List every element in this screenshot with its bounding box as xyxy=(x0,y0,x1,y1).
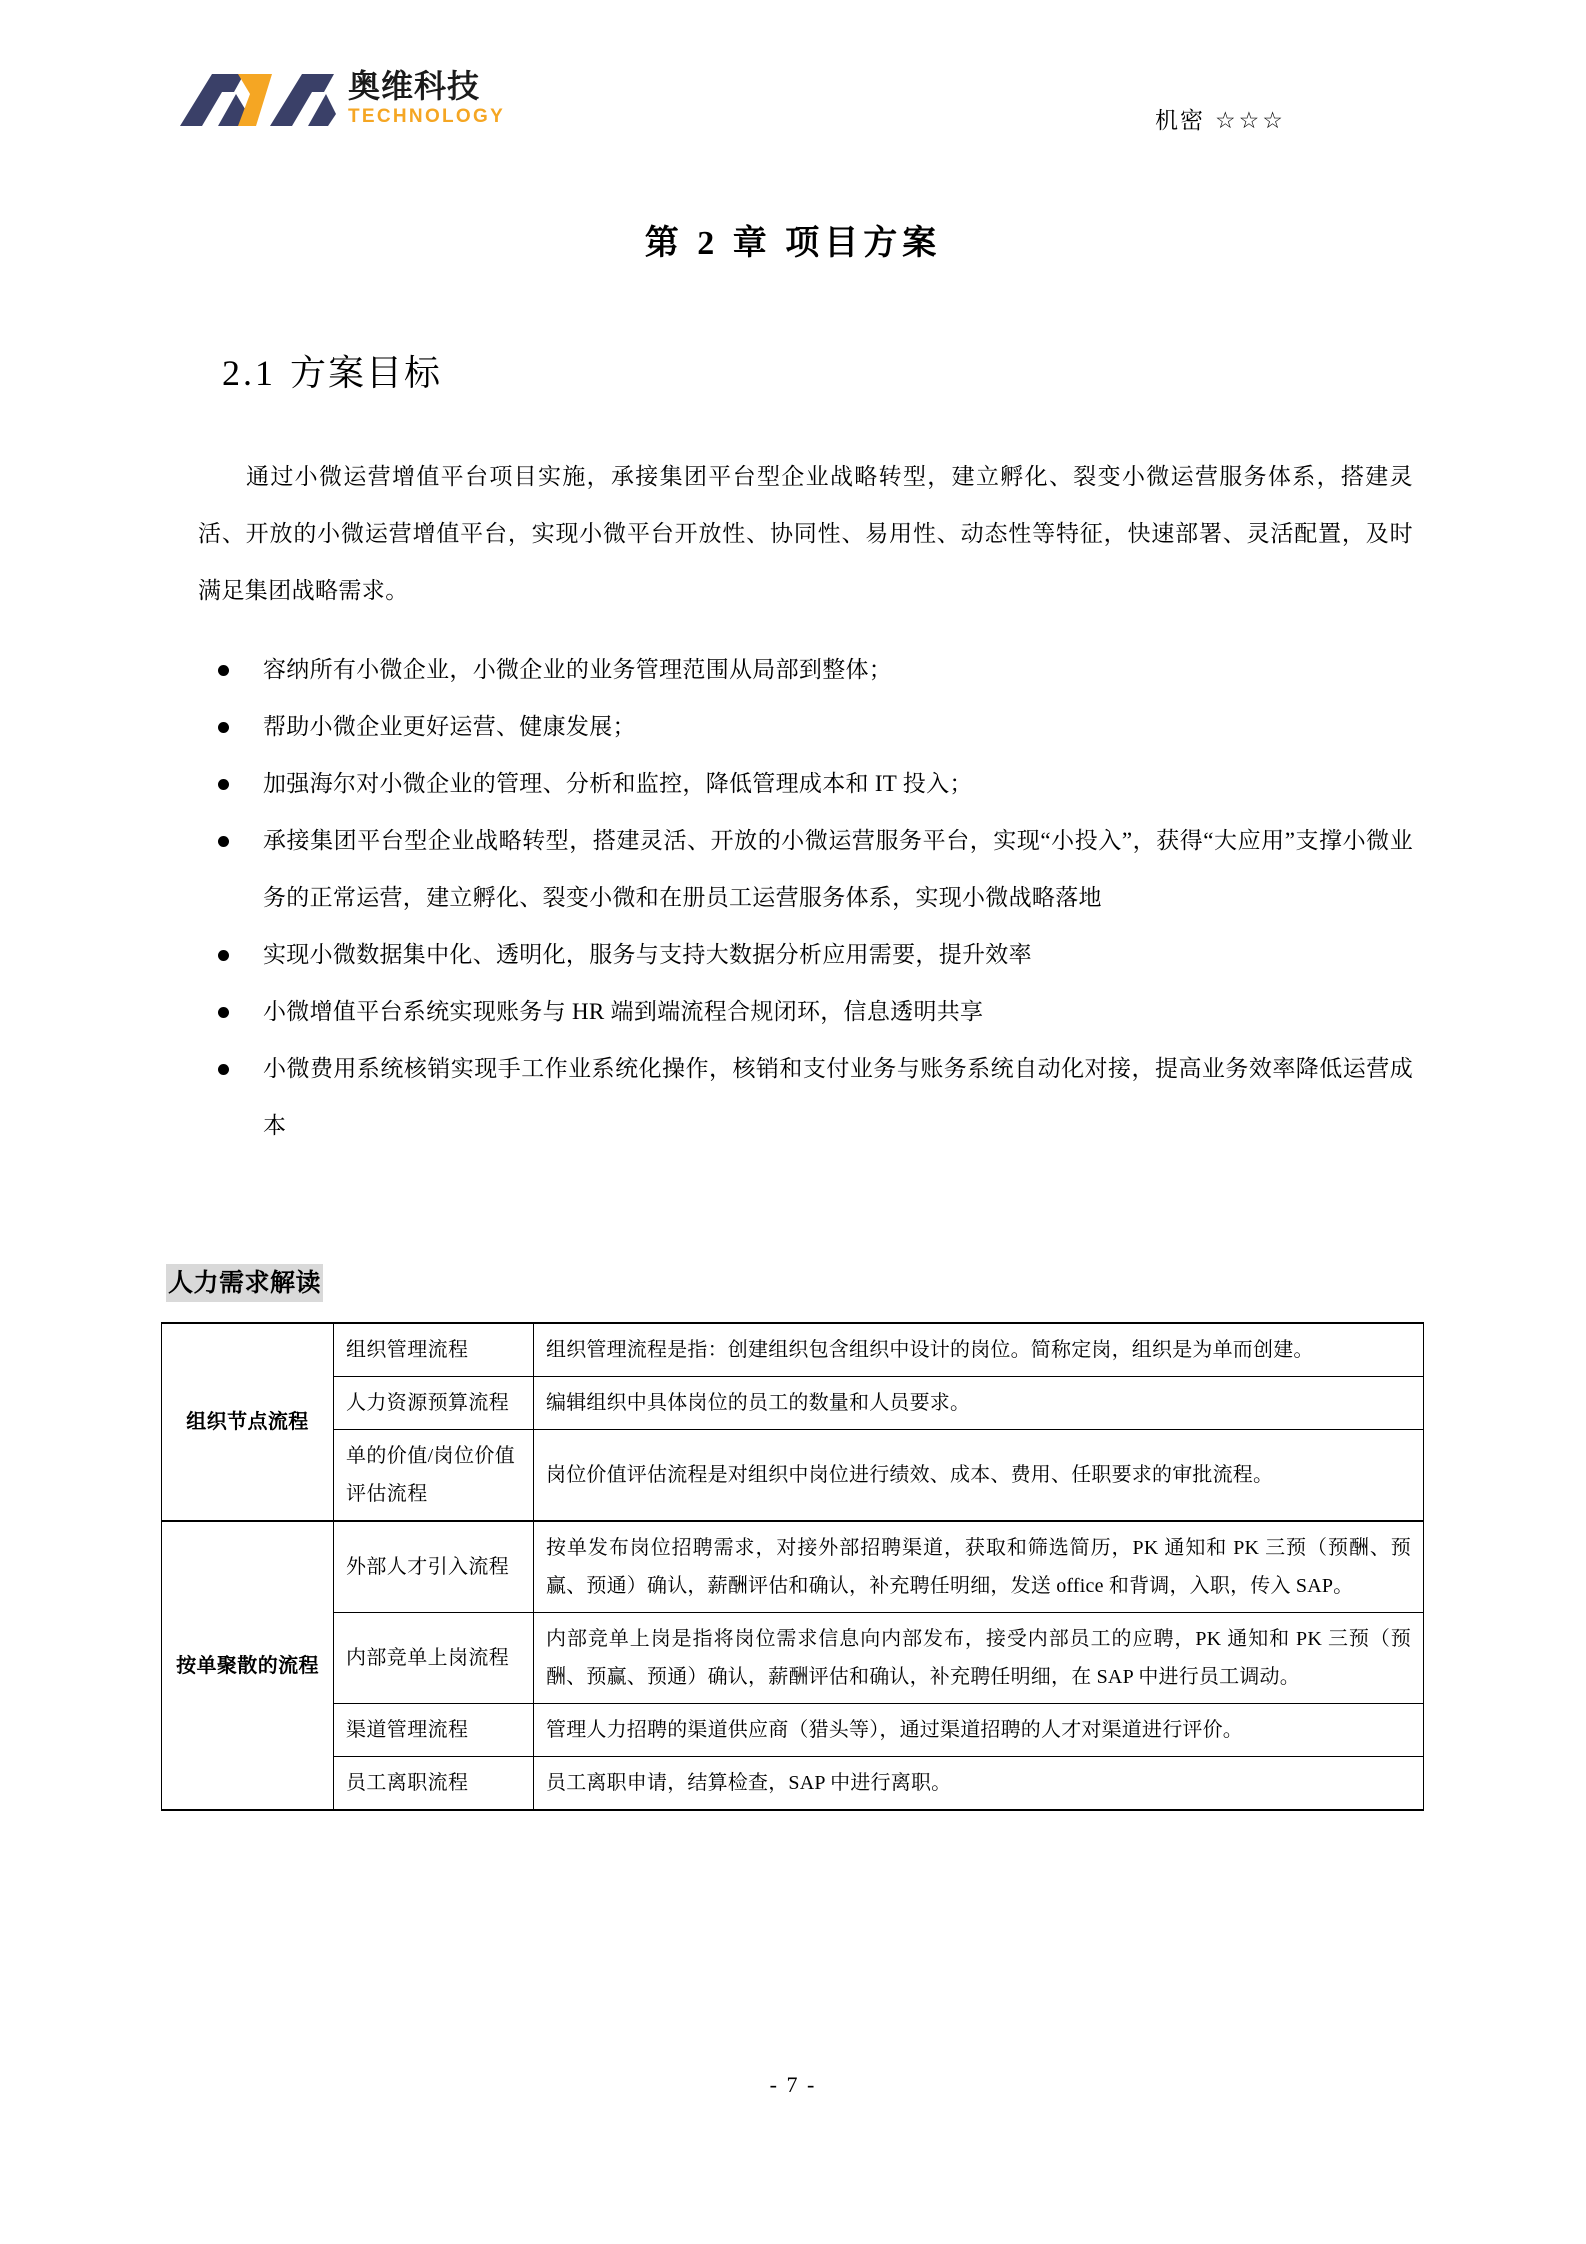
list-item: 帮助小微企业更好运营、健康发展； xyxy=(198,698,1413,755)
list-item: 加强海尔对小微企业的管理、分析和监控，降低管理成本和 IT 投入； xyxy=(198,755,1413,812)
company-logo xyxy=(178,68,505,130)
page-number: - 7 - xyxy=(769,2072,817,2097)
table-row xyxy=(162,1613,1424,1704)
table-row xyxy=(162,1757,1424,1811)
table-cell-process: 外部人才引入流程 xyxy=(334,1521,534,1613)
confidentiality-stars-icon: ☆☆☆ xyxy=(1215,108,1286,133)
list-item: 承接集团平台型企业战略转型，搭建灵活、开放的小微运营服务平台，实现“小投入”，获得“大应用”支撑小微业务的正常运营，建立孵化、裂变小微和在册员工运营服务体系，实现小微战略落地 xyxy=(198,812,1413,926)
table-cell-group: 组织节点流程 xyxy=(162,1323,334,1521)
list-item: 实现小微数据集中化、透明化，服务与支持大数据分析应用需要，提升效率 xyxy=(198,926,1413,983)
hr-process-table xyxy=(161,1322,1424,1811)
page-footer xyxy=(0,2072,1586,2098)
table-cell-description: 管理人力招聘的渠道供应商（猎头等），通过渠道招聘的人才对渠道进行评价。 xyxy=(534,1704,1424,1757)
ava-logo-icon xyxy=(178,68,338,130)
table-cell-process: 员工离职流程 xyxy=(334,1757,534,1811)
table-cell-process: 内部竞单上岗流程 xyxy=(334,1613,534,1704)
table-cell-process: 组织管理流程 xyxy=(334,1323,534,1377)
table-cell-process: 渠道管理流程 xyxy=(334,1704,534,1757)
logo-text-block xyxy=(348,67,506,128)
section-number: 2.1 xyxy=(222,353,276,393)
table-cell-group: 按单聚散的流程 xyxy=(162,1521,334,1810)
table-cell-description: 组织管理流程是指：创建组织包含组织中设计的岗位。简称定岗，组织是为单而创建。 xyxy=(534,1323,1424,1377)
table-cell-description: 按单发布岗位招聘需求，对接外部招聘渠道，获取和筛选简历，PK 通知和 PK 三预（预酬、预赢、预通）确认，薪酬评估和确认，补充聘任明细，发送 office 和背调，入职，传入 SAP。 xyxy=(534,1521,1424,1613)
table-cell-description: 编辑组织中具体岗位的员工的数量和人员要求。 xyxy=(534,1377,1424,1430)
table-cell-description: 员工离职申请，结算检查，SAP 中进行离职。 xyxy=(534,1757,1424,1811)
highlighted-subheading: 人力需求解读 xyxy=(166,1264,323,1302)
logo-chinese-name: 奥维科技 xyxy=(348,67,481,105)
section-body xyxy=(198,448,1413,1154)
highlighted-subheading-wrap xyxy=(166,1264,323,1302)
list-item: 小微费用系统核销实现手工作业系统化操作，核销和支付业务与账务系统自动化对接，提高业务效率降低运营成本 xyxy=(198,1040,1413,1154)
table-row xyxy=(162,1430,1424,1522)
hr-process-table-wrap xyxy=(161,1322,1423,1811)
list-item: 小微增值平台系统实现账务与 HR 端到端流程合规闭环，信息透明共享 xyxy=(198,983,1413,1040)
section-title-text: 方案目标 xyxy=(290,353,443,393)
table-row xyxy=(162,1377,1424,1430)
table-cell-description: 内部竞单上岗是指将岗位需求信息向内部发布，接受内部员工的应聘，PK 通知和 PK 三预（预酬、预赢、预通）确认，薪酬评估和确认，补充聘任明细，在 SAP 中进行员工调动。 xyxy=(534,1613,1424,1704)
confidentiality-marking xyxy=(1155,102,1286,135)
table-cell-process: 单的价值/岗位价值评估流程 xyxy=(334,1430,534,1522)
table-cell-process: 人力资源预算流程 xyxy=(334,1377,534,1430)
chapter-title: 第 2 章 项目方案 xyxy=(644,225,942,262)
list-item: 容纳所有小微企业，小微企业的业务管理范围从局部到整体； xyxy=(198,641,1413,698)
section-heading xyxy=(222,345,442,396)
logo-english-name: TECHNOLOGY xyxy=(348,106,506,127)
table-row xyxy=(162,1323,1424,1377)
table-cell-description: 岗位价值评估流程是对组织中岗位进行绩效、成本、费用、任职要求的审批流程。 xyxy=(534,1430,1424,1522)
table-row xyxy=(162,1704,1424,1757)
table-row xyxy=(162,1521,1424,1613)
goals-bullet-list xyxy=(198,641,1413,1154)
intro-paragraph: 通过小微运营增值平台项目实施，承接集团平台型企业战略转型，建立孵化、裂变小微运营服务体系，搭建灵活、开放的小微运营增值平台，实现小微平台开放性、协同性、易用性、动态性等特征，快速部署、灵活配置，及时满足集团战略需求。 xyxy=(198,464,1413,603)
confidentiality-label: 机密 xyxy=(1155,108,1205,133)
page-header xyxy=(0,60,1586,170)
